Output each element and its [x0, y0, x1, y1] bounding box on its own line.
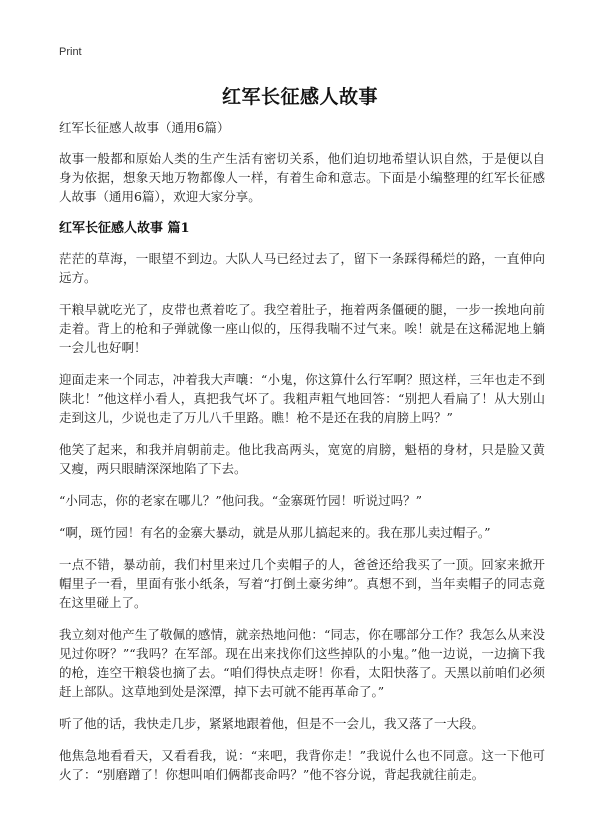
print-link[interactable]: Print — [59, 46, 82, 58]
story-paragraph: 干粮早就吃光了，皮带也煮着吃了。我空着肚子，拖着两条僵硬的腿，一步一挨地向前走着。背上的枪和子弹就像一座山似的，压得我喘不过气来。唉！就是在这稀泥地上躺一会儿也好啊！ — [59, 302, 545, 355]
story-paragraph: 我立刻对他产生了敬佩的感情，就亲热地问他：“同志，你在哪部分工作？我怎么从来没见过你呀？”“我吗？在军部。现在出来找你们这些掉队的小鬼。”他一边说，一边摘下我的枪，连空干粮袋也摘了去。“咱们得快点走呀！你看，太阳快落了。天黑以前咱们必须赶上部队。这草地到处是深潭，掉下去可就不能再革命了。” — [59, 627, 545, 699]
story-paragraph: 他焦急地看看天，又看看我，说：“来吧，我背你走！”我说什么也不同意。这一下他可火了：“别磨蹭了！你想叫咱们俩都丧命吗？”他不容分说，背起我就往前走。 — [59, 748, 545, 782]
story-paragraph: 他笑了起来，和我并肩朝前走。他比我高两头，宽宽的肩膀，魁梧的身材，只是脸又黄又瘦，两只眼睛深深地陷了下去。 — [59, 442, 545, 476]
section-heading: 红军长征感人故事 篇1 — [59, 221, 190, 236]
story-paragraph: “啊，斑竹园！有名的金寨大暴动，就是从那儿搞起来的。我在那儿卖过帽子。” — [59, 525, 491, 540]
story-paragraph: 茫茫的草海，一眼望不到边。大队人马已经过去了，留下一条踩得稀烂的路，一直伸向远方。 — [59, 251, 545, 285]
document-body — [59, 118, 545, 797]
story-paragraph: 一点不错，暴动前，我们村里来过几个卖帽子的人，爸爸还给我买了一顶。回家来掀开帽里子一看，里面有张小纸条，写着“打倒土豪劣绅”。真想不到，当年卖帽子的同志竟在这里碰上了。 — [59, 557, 545, 610]
story-paragraph: 迎面走来一个同志，冲着我大声嚷：“小鬼，你这算什么行军啊？照这样，三年也走不到陕北！”他这样小看人，真把我气坏了。我粗声粗气地回答：“别把人看扁了！从大别山走到这儿，少说也走了万儿八千里路。瞧！枪不是还在我的肩膀上吗？” — [59, 372, 545, 425]
page-title: 红军长征感人故事 — [221, 86, 378, 108]
story-paragraph: 听了他的话，我快走几步，紧紧地跟着他，但是不一会儿，我又落了一大段。 — [59, 716, 485, 731]
intro-paragraph: 故事一般都和原始人类的生产生活有密切关系，他们迫切地希望认识自然，于是便以自身为依据，想象天地万物都像人一样，有着生命和意志。下面是小编整理的红军长征感人故事（通用6篇），欢迎大家分享。 — [59, 151, 545, 204]
document-subtitle: 红军长征感人故事（通用6篇） — [59, 120, 230, 135]
story-paragraph: “小同志，你的老家在哪儿？”他问我。“金寨斑竹园！听说过吗？” — [59, 493, 423, 508]
